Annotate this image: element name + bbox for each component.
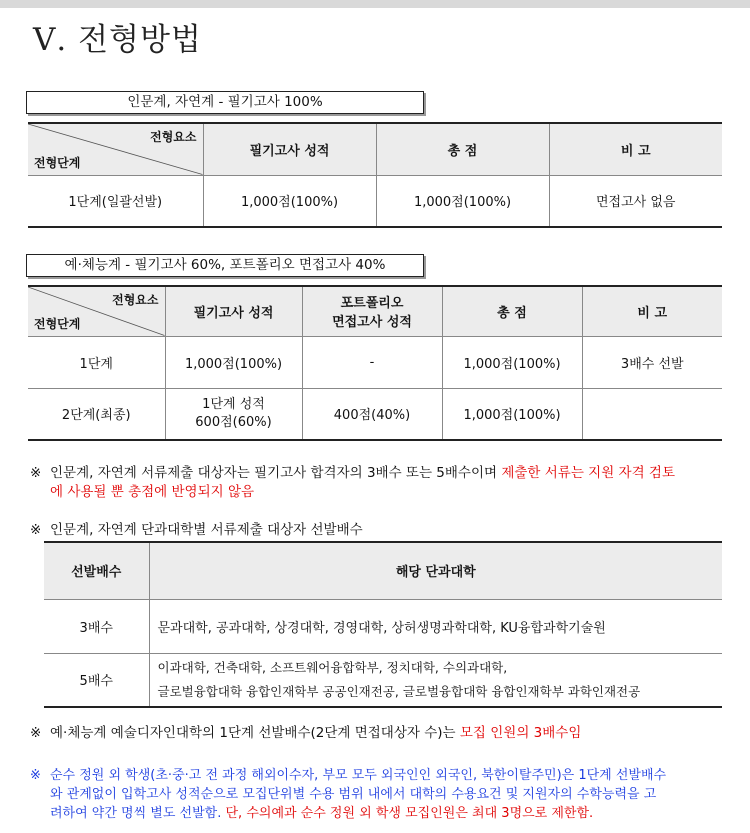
table-cell [165,388,302,440]
note-mark: ※ [30,725,42,741]
header-line: 면접고사 성적 [332,315,412,331]
table-cell: 2단계(최종) [28,388,165,440]
table-cell: 400점(40%) [302,388,442,440]
note-highlight: 에 사용될 뿐 총점에 반영되지 않음 [50,484,255,500]
note-mark: ※ [30,465,42,481]
table-cell: 1,000점(100%) [165,336,302,388]
table-cell: 면접고사 없음 [549,175,722,227]
table-humanities [28,122,722,228]
note-text: 인문계, 자연계 서류제출 대상자는 필기고사 합격자의 3배수 또는 5배수이며 [50,465,502,481]
column-header: 비 고 [582,286,722,336]
column-header [302,286,442,336]
note-text: 순수 정원 외 학생(초·중·고 전 과정 해외이수자, 부모 모두 외국인인 외국인, 북한이탈주민)은 1단계 선발배수 [50,768,667,783]
column-header: 선발배수 [44,542,149,599]
note-extra-quota [30,766,730,823]
table-row [28,388,722,440]
table-cell: 5배수 [44,653,149,707]
corner-header [28,123,203,175]
table-row [28,175,722,227]
section1-label: 인문계, 자연계 - 필기고사 100% [26,91,424,114]
corner-top-label: 전형요소 [150,130,197,144]
table-cell: 1,000점(100%) [442,388,582,440]
section2-label: 예·체능계 - 필기고사 60%, 포트폴리오 면접고사 40% [26,254,424,277]
table-cell: 1,000점(100%) [376,175,549,227]
column-header: 총 점 [442,286,582,336]
column-header: 해당 단과대학 [149,542,722,599]
note-mark: ※ [30,768,41,783]
top-bar [0,0,750,8]
cell-line: 600점(60%) [195,414,272,430]
table-college-multiples [44,541,722,708]
cell-line: 글로벌융합대학 융합인재학부 공공인재전공, 글로벌융합대학 융합인재학부 과학인재전공 [157,683,641,699]
table-cell [582,388,722,440]
corner-top-label: 전형요소 [112,293,159,307]
table-cell: 1,000점(100%) [203,175,376,227]
column-header: 필기고사 성적 [165,286,302,336]
note-document-review [30,464,730,502]
note-highlight: 제출한 서류는 지원 자격 검토 [501,465,675,481]
table-cell: 1,000점(100%) [442,336,582,388]
section-heading: Ⅴ. 전형방법 [33,22,202,58]
header-line: 포트폴리오 [340,296,404,312]
corner-bottom-label: 전형단계 [34,316,81,331]
note-text: 와 관계없이 입학고사 성적순으로 모집단위별 수용 범위 내에서 대학의 수용요건 및 지원자의 수학능력을 고 [50,787,657,802]
note-text: 예·체능계 예술디자인대학의 1단계 선발배수(2단계 면접대상자 수)는 [50,725,460,741]
note-selection-multiple [30,521,730,540]
table-row [44,653,722,707]
note-text: 려하여 약간 명씩 별도 선발함. [50,806,226,821]
cell-line: 이과대학, 건축대학, 소프트웨어융합학부, 정치대학, 수의과대학, [157,659,508,675]
corner-header [28,286,165,336]
table-row [28,336,722,388]
note-highlight: 단, 수의예과 순수 정원 외 학생 모집인원은 최대 3명으로 제한함. [225,806,594,821]
note-text: 인문계, 자연계 단과대학별 서류제출 대상자 선발배수 [50,522,363,538]
table-arts [28,285,722,441]
table-cell: 1단계 [28,336,165,388]
table-cell [149,653,722,707]
note-mark: ※ [30,522,42,538]
corner-bottom-label: 전형단계 [34,155,81,170]
note-highlight: 모집 인원의 3배수임 [459,725,582,741]
note-arts-multiple [30,724,730,743]
table-cell: 문과대학, 공과대학, 상경대학, 경영대학, 상허생명과학대학, KU융합과학기술원 [149,599,722,653]
column-header: 총 점 [376,123,549,175]
table-cell: 3배수 [44,599,149,653]
table-cell: 3배수 선발 [582,336,722,388]
column-header: 비 고 [549,123,722,175]
column-header: 필기고사 성적 [203,123,376,175]
table-row [44,599,722,653]
cell-line: 1단계 성적 [202,396,265,412]
table-cell: 1단계(일괄선발) [28,175,203,227]
table-cell: - [302,336,442,388]
